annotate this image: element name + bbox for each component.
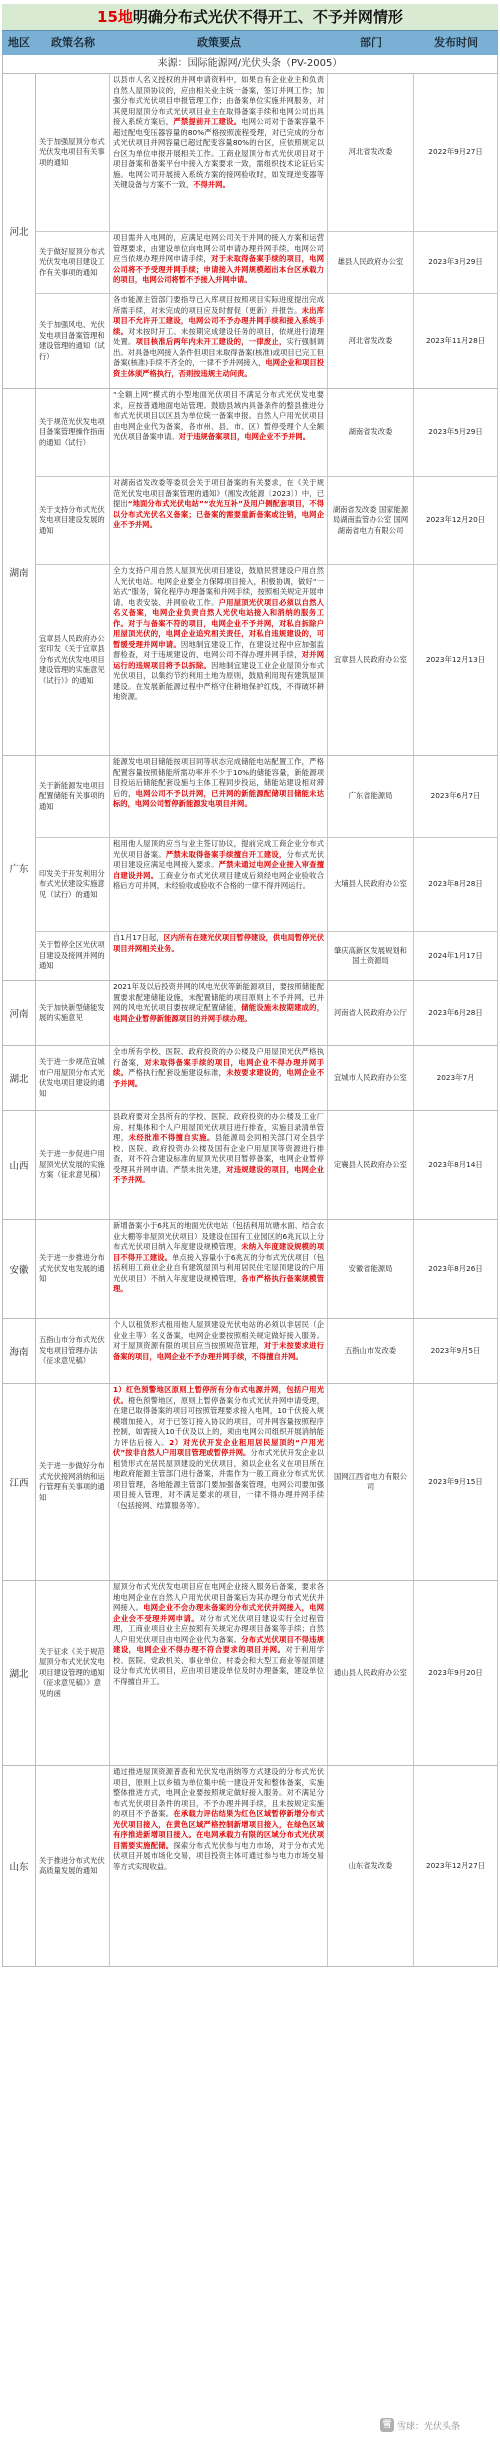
highlight-text: 电网企业和项目投资主体须严格执行，否则按违规主动问责。	[113, 358, 325, 378]
highlight-text: “地面分布式光伏电站”“农光互补”及用户侧配套项目，不得以分布式光伏名义备案；已备案的需要重新备案或注销，电网企业不予并网。	[113, 499, 325, 529]
policy-text: 县能源局会同相关部门对全县学校、医院、政府投资办公楼及国有企业户用屋顶等资源进行排查，对不符合建设标准的屋顶光伏项目暂停备案，电网企业暂停受理其并网申请。严禁未批先建，	[113, 1133, 325, 1174]
policy-name: 关于加强屋顶分布式光伏发电项目有关事项的通知	[36, 74, 110, 231]
policy-text: 电网公司对于备案容量不超过配电变压器容量的80%严格按照流程受理，对已完成的分布式光伏项目并网容量已超过配变容量80%的台区，应依照规定以台区为单位申报开展相关工作。工商业屋顶分布式光伏项目对于项目备案和备案平台中接入方案要求一致，需组织技术论证后实施。电网公司开展接入系统方案的接网验收时，如发现逆变器等关键设备与方案不一致，	[113, 117, 325, 189]
watermark-text: 雪球：光伏头条	[397, 2421, 461, 2432]
policy-text: 项目需并入电网的，应满足电网公司关于并网的接入方案和运营管理要求，由建设单位向电网公司申请办理并网手续。电网公司应当依规办理并网申请手续，	[113, 233, 324, 263]
publish-date: 2023年9月5日	[414, 1319, 498, 1383]
policy-content	[110, 932, 328, 980]
policy-text: 县政府要对全县所有的学校、医院、政府投资的办公楼及工业厂房、村集体和个人户用屋顶光伏项目进行排查，实施目录清单管理，	[113, 1112, 324, 1142]
publish-date: 2023年8月14日	[414, 1111, 498, 1219]
header-name: 政策名称	[51, 36, 95, 49]
department: 国网江西省电力有限公司	[328, 1384, 414, 1580]
table-row	[36, 1581, 498, 1765]
policy-content	[110, 294, 328, 388]
title-highlight: 15地	[97, 8, 133, 26]
highlight-text: 项目核准后两年内未开工建设的，一律废止，	[135, 337, 287, 346]
policy-content	[110, 1220, 328, 1318]
header-dept: 部门	[360, 36, 382, 49]
highlight-text: 不得并网。	[193, 180, 230, 189]
department: 湖南省发改委 国家能源局湖南监管办公室 国网湖南省电力有限公司	[328, 477, 414, 564]
region-group	[2, 1046, 498, 1111]
region-cell: 河南	[3, 981, 36, 1045]
policy-text: 因地制宜建设工作，在建设过程中应加强监督检查，对于违规建设的，电网公司不得办理并网手续，	[113, 639, 325, 659]
policy-text: 严格执行配套设施建设标准，	[128, 1068, 227, 1077]
policy-content	[110, 1384, 328, 1580]
highlight-text: 未按要求建设的，电网企业不予并网。	[113, 1068, 325, 1088]
department: 大埔县人民政府办公室	[328, 838, 414, 931]
publish-date: 2023年8月28日	[414, 838, 498, 931]
policy-content	[110, 1581, 328, 1765]
policy-name: 关于加强风电、光伏发电项目备案管理和建设管理的通知（试行）	[36, 294, 110, 388]
region-group	[2, 1581, 498, 1766]
department: 定襄县人民政府办公室	[328, 1111, 414, 1219]
region-group	[2, 756, 498, 981]
department: 五指山市发改委	[328, 1319, 414, 1383]
publish-date: 2023年6月7日	[414, 756, 498, 837]
region-group	[2, 1319, 498, 1384]
table-row	[36, 838, 498, 932]
department: 雄县人民政府办公室	[328, 232, 414, 293]
header-content: 政策要点	[197, 36, 241, 49]
policy-text: 橙色预警地区，原则上暂停备案分布式光伏并网申请受理，在建已取得备案的项目可按照管理要求接入电网，10千伏接入规模增加接入，对于已签订接入协议的项目，可并网容量按照程序控制，如需接入10千伏及以上的，须由电网公司组织开展消纳能力评估后接入。	[113, 1395, 325, 1447]
table-row	[36, 232, 498, 294]
title-text: 明确分布式光伏不得开工、不予并网情形	[132, 8, 403, 26]
highlight-text: 对未取得备案手续的项目，电网企业不得办理并网手续。	[113, 1057, 325, 1077]
region-cell: 湖北	[3, 1046, 36, 1110]
highlight-text: 严禁提前开工建设。	[173, 117, 242, 126]
region-group	[2, 389, 498, 756]
policy-text: 对未按时开工、未按期完成建设任务的项目，依规进行清理处置。	[113, 326, 325, 346]
policy-text: 全市所有学校、医院、政府投资的办公楼及户用屋顶光伏严格执行备案，	[113, 1047, 324, 1067]
highlight-text: 严禁未通过电网企业接入审查擅自建设并网。	[113, 860, 325, 880]
policy-name: 关于支持分布式光伏发电项目建设发展的通知	[36, 477, 110, 564]
table-row	[36, 389, 498, 477]
department: 山东省发改委	[328, 1766, 414, 1966]
table-row	[36, 294, 498, 388]
publish-date: 2023年9月15日	[414, 1384, 498, 1580]
publish-date: 2023年9月20日	[414, 1581, 498, 1765]
highlight-text: 对于违规备案项目，电网企业不予并网。	[178, 432, 311, 441]
region-cell: 海南	[3, 1319, 36, 1383]
policy-text: “全额上网”模式的小型地面光伏项目不满足分布式光伏发电要求，应按普通地面电站管理。鼓励县域内具备条件的整县推进分布式光伏项目以区县为单位统一备案申报。自然人户用光伏项目由电网企业代为备案，各市州、县、市、区）暂停受理个人全额光伏项目备案申请。	[113, 390, 324, 441]
highlight-text: 电网公司不予以并网，已并网的新能源配储项目储能未达标的，电网公司暂停新能源发电项目并网。	[113, 788, 325, 808]
region-group	[2, 981, 498, 1046]
department: 河南省人民政府办公厅	[328, 981, 414, 1045]
policy-text: 2021年及以后投资并网的风电光伏等新能源项目，要按照储能配置要求配建储能设施，未配置储能的项目原则上不予并网，已并网的风电光伏项目要按规定配置储能，	[113, 982, 324, 1012]
highlight-text: 未经批准不得擅自实施。	[128, 1133, 215, 1142]
department: 宜城市人民政府办公室	[328, 1046, 414, 1110]
region-cell: 湖北	[3, 1581, 36, 1765]
policy-name: 关于做好屋顶分布式光伏发电项目建设工作有关事项的通知	[36, 232, 110, 293]
highlight-text: 对并网运行的违规项目将予以拆除。	[113, 650, 325, 670]
source-line: 来源：国际能源网/光伏头条（PV-2005）	[2, 55, 498, 74]
policy-name: 关于进一步推进分布式光伏发电发展的通知	[36, 1220, 110, 1318]
header-date: 发布时间	[434, 36, 478, 49]
publish-date: 2023年11月28日	[414, 294, 498, 388]
publish-date: 2023年12月27日	[414, 1766, 498, 1966]
region-group	[2, 1384, 498, 1581]
region-group	[2, 74, 498, 389]
policy-text: 租用他人屋顶的应当与业主签订协议，提前完成工商企业分布式光伏项目备案。	[113, 839, 324, 859]
policy-name: 关于征求《关于规范屋顶分布式光伏发电项目建设管理的通知（征求意见稿）》意见的函	[36, 1581, 110, 1765]
watermark	[380, 2418, 460, 2432]
policy-text: 对湖南省发改委等委员会关于项目备案的有关要求，在《关于规范光伏发电项目备案管理的通知》（湘发改能源〔2023〕）中，已提出	[113, 478, 324, 508]
policy-text: 新增备案小于6兆瓦的地面光伏电站（包括利用坑塘水面、结合农业大棚等非屋顶光伏项目）及建设在国有工业园区的6兆瓦以上分布式光伏项目纳入年度建设规模管理，	[113, 1221, 324, 1251]
policy-text: 通过推进屋顶资源普查和光伏发电消纳等方式建设的分布式光伏项目，原则上以乡镇为单位集中统一建设开发和整体备案，实施整体推进方式，电网企业要按照规定做好接入服务。对不满足分布式光伏项目条件的项目，不予办理并网手续，且未按规定实施的项目不予备案。	[113, 1767, 324, 1818]
table-row	[36, 1046, 498, 1110]
policy-content	[110, 477, 328, 564]
policy-name: 关于新能源发电项目配置储能有关事项的通知	[36, 756, 110, 837]
policy-content	[110, 1766, 328, 1966]
region-cell: 广东	[3, 756, 36, 980]
policy-content	[110, 389, 328, 476]
policy-content	[110, 981, 328, 1045]
policy-name: 关于规范光伏发电项目备案管理操作指南的通知（试行）	[36, 389, 110, 476]
publish-date: 2023年6月28日	[414, 981, 498, 1045]
header-region: 地区	[8, 36, 30, 49]
table-row	[36, 756, 498, 838]
highlight-text: 在承载力评估结果为红色区域暂停新增分布式光伏项目接入，在黄色区域严格控制新增项目接入，在绿色区域有序推进新增项目接入。在电网承载力有限的区域分布式光伏项目需要实施配储。	[113, 1809, 325, 1850]
table-row	[36, 1766, 498, 1966]
department: 肇庆高新区发展规划和国土资源局	[328, 932, 414, 980]
policy-text: 分布式光伏开发企业以租赁形式在居民屋顶建设的光伏项目，须以企业名义在项目所在地政府能源主管部门进行备案，并需作为一般工商业分布式光伏项目管理，各地能源主管部门要加强备案管理，电网公司要加强项目接入管理，对不满足要求的项目，一律不得办理并网手续（包括接网、结算服务等）。	[113, 1448, 324, 1510]
highlight-text: 分布式光伏项目不得违规建设，电网企业不得办理不符合要求的项目并网。	[113, 1634, 325, 1654]
table-row	[36, 1220, 498, 1318]
highlight-text: 对于未取得备案手续的项目，电网公司将不予受理并网手续；申请接入并网规模超出本台区承载力的项目，电网公司将暂不予接入并网申请。	[113, 254, 325, 284]
policy-name: 五指山市分布式光伏发电项目管理办法（征求意见稿）	[36, 1319, 110, 1383]
policy-name: 宜章县人民政府办公室印发《关于宜章县分布式光伏发电项目建设管理的实施意见（试行）》的通知	[36, 565, 110, 755]
policy-text: 工商业分布式光伏项目建成后须经电网企业验收合格后方可并网，未经验收或验收不合格的一律不得并网运行。	[113, 870, 325, 890]
region-group	[2, 1220, 498, 1319]
policy-text: 个人以租赁形式租用他人屋顶建设光伏电站的必须以非居民（企业业主等）名义备案，电网企业要按照相关规定做好接入服务。对于屋顶资源有限的项目应当按照规范管理，	[113, 1320, 324, 1350]
publish-date: 2023年3月29日	[414, 232, 498, 293]
table-row	[36, 1319, 498, 1383]
publish-date: 2023年12月20日	[414, 477, 498, 564]
policy-content	[110, 232, 328, 293]
department: 安徽省能源局	[328, 1220, 414, 1318]
policy-name: 关于进一步做好分布式光伏接网消纳和运行管理有关事项的通知	[36, 1384, 110, 1580]
policy-text: 屋顶分布式光伏发电项目应在电网企业接入服务后备案，要求各地电网企业在自然人户用光伏项目备案后为其办理分布式光伏并网接入。	[113, 1582, 324, 1612]
publish-date: 2023年8月26日	[414, 1220, 498, 1318]
region-cell: 山东	[3, 1766, 36, 1966]
policy-content	[110, 565, 328, 755]
policy-content	[110, 756, 328, 837]
policy-text: 以县市人名义授权的并网申请资料中，如果自有企业业主和负责自然人屋顶协议的，应由相关业主统一备案，签订并网工作；加强分布式光伏项目申报管理工作；由备案单位实施并网服务，对其使用屋顶分布式光伏项目业主在取得备案手续和电网公司出具接入系统方案后，	[113, 75, 324, 126]
policy-text: 对于利用学校、医院、党政机关、事业单位、村委会和大型工商业等屋顶建设分布式光伏项目，应由项目建设单位及时办理备案，建设单位不得擅自开工。	[113, 1645, 325, 1686]
publish-date: 2023年7月	[414, 1046, 498, 1110]
table-row	[36, 477, 498, 565]
table-row	[36, 565, 498, 755]
policy-text: 因地制宜建设工业企业屋顶分布式光伏项目，以集约节约利用土地为原则，鼓励利用现有建筑屋顶建设。在发展新能源过程中严格守住耕地保护红线，不得破坏耕地资源。	[113, 660, 325, 701]
policy-text: 能源发电项目储能按项目同等状态完成储能电站配置工作，严格配置容量按照储能所需功率并不少于10%的储能容量，新能源项目投运后储能配套设施与主体工程同步投运，储能站建设相对滞后的，	[113, 757, 324, 798]
policy-content	[110, 74, 328, 231]
highlight-text: 储能设施未按期建成的，电网企业暂停新能源项目的并网手续办理。	[113, 1003, 325, 1023]
policy-name: 关于推进分布式光伏高质量发展的通知	[36, 1766, 110, 1966]
highlight-text: 对于未按要求进行备案的项目，电网企业不予办理并网手续，不得擅自并网。	[113, 1341, 324, 1361]
policy-content	[110, 1111, 328, 1219]
highlight-text: 对违规建设的项目，电网企业不予并网。	[113, 1164, 325, 1184]
xueqiu-logo-icon: 雪	[380, 2418, 394, 2432]
region-cell: 山西	[3, 1111, 36, 1219]
department: 广东省能源局	[328, 756, 414, 837]
highlight-text: 区内所有在建光伏项目暂停建设，供电局暂停光伏项目并网相关业务。	[113, 933, 325, 953]
policy-content	[110, 838, 328, 931]
table-row	[36, 1384, 498, 1580]
policy-content	[110, 1046, 328, 1110]
policy-name: 关于进一步促进户用屋顶光伏发展的实施方案（征求意见稿）	[36, 1111, 110, 1219]
publish-date: 2023年12月13日	[414, 565, 498, 755]
department: 河北省发改委	[328, 294, 414, 388]
policy-text: 单点接入容量小于6兆瓦的分布式光伏项目（包括利用工商业企业自有建筑屋顶与利用居民住宅屋顶建设的户用光伏项目）不纳入年度建设规模管理，	[113, 1252, 324, 1283]
policy-content	[110, 1319, 328, 1383]
policy-text: 分布式光伏项目建设应满足电网接入要求。	[113, 849, 325, 869]
policy-text: 对分布式光伏项目建设实行全过程管理，工商业项目业主应按照有关规定办理项目备案等手续；自然人户用光伏项目由电网企业代为备案。	[113, 1613, 325, 1644]
region-cell: 江西	[3, 1384, 36, 1580]
page-title	[2, 4, 498, 30]
region-cell: 河北	[3, 74, 36, 388]
table-row	[36, 981, 498, 1045]
region-cell: 安徽	[3, 1220, 36, 1318]
policy-name: 关于加快新型储能发展的实施意见	[36, 981, 110, 1045]
table-body	[2, 74, 498, 1967]
highlight-text: 户用屋顶光伏项目必须以自然人名义备案，电网企业负责自然人光伏电站接入和消纳的服务工作。对于与备案不符的项目，电网企业不予并网，对私自拆除户用屋顶光伏的，电网企业追究相关责任，对私自违规建设的，可暂缓受理并网申请。	[113, 597, 325, 649]
policy-name: 印发关于开发利用分布式光伏建设实施意见（试行）的通知	[36, 838, 110, 931]
department: 宜章县人民政府办公室	[328, 565, 414, 755]
department: 通山县人民政府办公室	[328, 1581, 414, 1765]
department: 湖南省发改委	[328, 389, 414, 476]
policy-text: 全力支持户用自然人屋顶光伏项目建设，鼓励民营建设户用自然人光伏电站。电网企业要全力保障项目接入，积极协调，做好“一站式”服务，简化程序办理备案和并网手续，按照相关规定开展申请、电表安装、并网验收工作。	[113, 566, 324, 607]
policy-text: 自1月17日起，	[113, 933, 164, 942]
table-row	[36, 74, 498, 232]
table-row	[36, 932, 498, 980]
highlight-text: 2）对光伏开发企业租用居民屋顶的“户用光伏”按非自然人户用项目管理或暂停并网。	[113, 1437, 325, 1457]
policy-text: 探索分布式光伏参与电力市场，对于分布式光伏项目开展市场化交易，项目投资主体可通过参与电力市场交易等方式实现收益。	[113, 1840, 325, 1871]
highlight-text: 严禁未取得备案手续擅自开工建设，	[165, 849, 287, 859]
highlight-text: 未纳入年度建设规模的项目不得开工建设。	[113, 1242, 325, 1262]
highlight-text: 电网企业不会办理未备案的分布式光伏并网接入，电网企业会不受理并网申请。	[113, 1603, 325, 1623]
highlight-text: 各市严格执行备案规模管理。	[113, 1273, 325, 1293]
publish-date: 2024年1月17日	[414, 932, 498, 980]
policy-text: 实行强制调出。对具备电网接入条件但项目未取得备案(核准)或项目已完工但备案(核准)手续不齐全的，一律不予并网接入，	[113, 337, 325, 367]
publish-date: 2022年9月27日	[414, 74, 498, 231]
publish-date: 2023年5月29日	[414, 389, 498, 476]
highlight-text: 未出库项目不允许开工建设，电网公司不予办理并网手续和接入系统手续。	[113, 305, 325, 336]
department: 河北省发改委	[328, 74, 414, 231]
policy-text: 各市能源主管部门要指导已入库项目按照项目实际进度提出完成所需手续，对未完成的项目应及时督促（更新）并报告。	[113, 295, 324, 315]
policy-name: 关于进一步规范宜城市户用屋顶分布式光伏发电项目建设的通知	[36, 1046, 110, 1110]
region-group	[2, 1111, 498, 1220]
region-cell: 湖南	[3, 389, 36, 755]
region-group	[2, 1766, 498, 1967]
table-header	[2, 30, 498, 55]
highlight-text: 1）红色预警地区原则上暂停所有分布式电源并网，包括户用光伏。	[113, 1385, 324, 1405]
policy-name: 关于暂停全区光伏项目建设及接网并网的通知	[36, 932, 110, 980]
table-row	[36, 1111, 498, 1219]
